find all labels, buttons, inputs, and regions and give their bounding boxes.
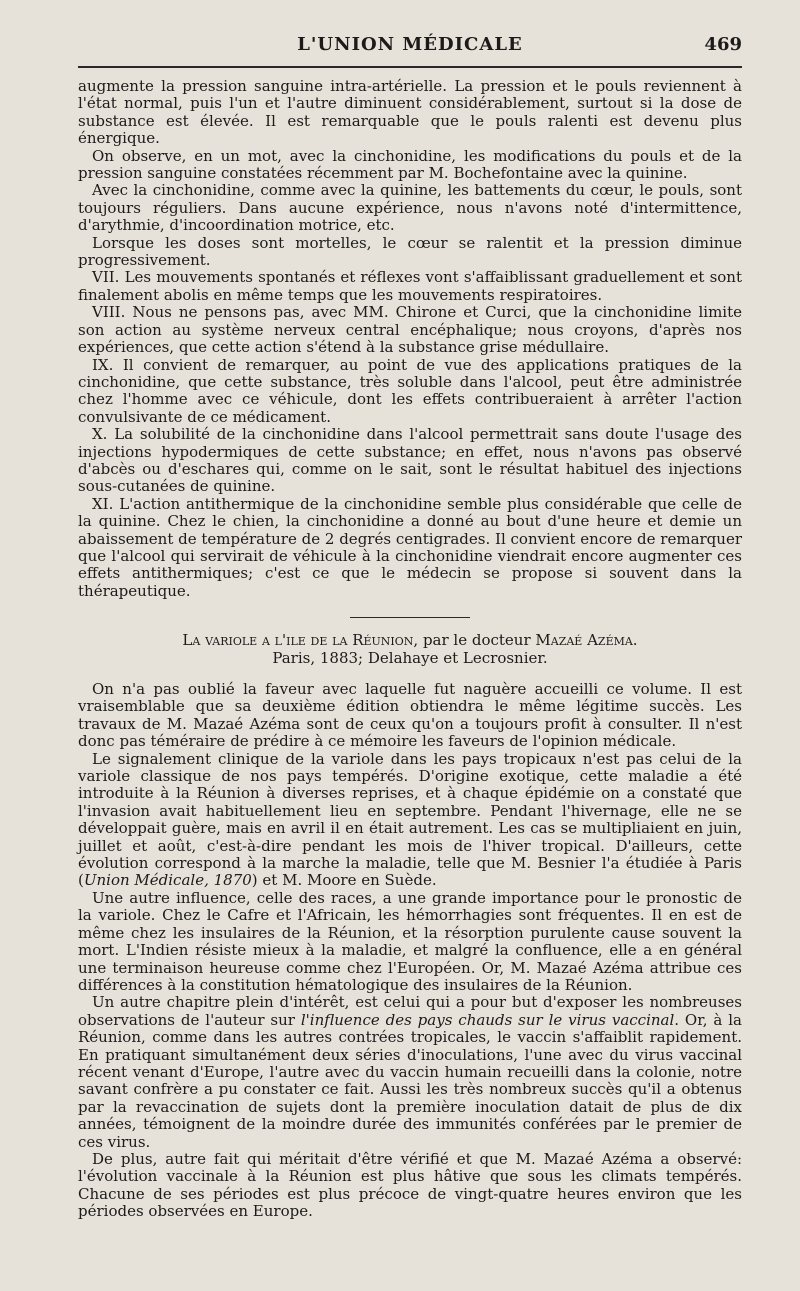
- header-rule: [78, 66, 742, 68]
- page-header: [78, 34, 742, 60]
- article-body: [78, 78, 742, 1221]
- paragraph-text: . Or, à la Réunion, comme dans les autres contrées tropicales, le vaccin s'affaiblit rapidement. En pratiquant simultanément deux séries d'inoculations, l'une avec du virus vaccinal récent venant d'Europe, l'autre avec du vaccin humain recueilli dans la colonie, notre savant confrère a pu constater ce fait. Aussi les très nombreux succès qu'il a obtenus par la revaccination de sujets dont la première inoculation datait de plus de dix années, témoignent de la moindre durée des immunités conférées par le premier de ces virus.: [78, 1010, 742, 1151]
- paragraph: VIII. Nous ne pensons pas, avec MM. Chirone et Curci, que la cinchonidine limite son action au système nerveux central encéphalique; nous croyons, d'après nos expériences, que cette action s'étend à la substance grise médullaire.: [78, 303, 742, 357]
- review-title-line: [78, 632, 742, 649]
- section-separator: [350, 617, 470, 618]
- paragraph: VII. Les mouvements spontanés et réflexes vont s'affaiblissant graduellement et sont finalement abolis en même temps que les mouvements respiratoires.: [78, 268, 742, 304]
- paragraph: De plus, autre fait qui méritait d'être vérifié et que M. Mazaé Azéma a observé: l'évolution vaccinale à la Réunion est plus hâtive que sous les climats tempérés. Chacune de ses périodes est plus précoce de vingt-quatre heures environ que les périodes observées en Europe.: [78, 1149, 742, 1221]
- paragraph: Lorsque les doses sont mortelles, le cœur se ralentit et la pression diminue progressivement.: [78, 233, 742, 270]
- paragraph-text: Un autre chapitre plein d'intérêt, est celui qui a pour but d'exposer les nombreuses observations de l'auteur sur: [78, 993, 742, 1029]
- paragraph: augmente la pression sanguine intra-artérielle. La pression et le pouls reviennent à l'état normal, puis l'un et l'autre diminuent considérablement, surtout si la dose de substance est élevée. Il est remarquable que le pouls ralenti est devenu plus énergique.: [78, 77, 742, 148]
- paragraph: [78, 751, 742, 890]
- review-book-title: La variole a l'ile de la Réunion,: [182, 631, 419, 650]
- review-by: par le docteur: [418, 631, 536, 650]
- citation: Union Médicale, 1870: [83, 871, 252, 890]
- paragraph-text: ) et M. Moore en Suède.: [251, 871, 437, 890]
- book-review-heading: [78, 632, 742, 667]
- paragraph: IX. Il convient de remarquer, au point de vue des applications pratiques de la cinchonidine, que cette substance, très soluble dans l'alcool, peut être administrée chez l'homme avec ce véhicule, dont les effets contribueraient à arrêter l'action convulsivante de ce médicament.: [78, 355, 742, 426]
- paragraph: On observe, en un mot, avec la cinchonidine, les modifications du pouls et de la pression sanguine constatées récemment par M. Bochefontaine avec la quinine.: [78, 146, 742, 183]
- page-number: 469: [704, 34, 742, 55]
- review-author: Mazaé Azéma.: [535, 631, 638, 650]
- review-publication: Paris, 1883; Delahaye et Lecrosnier.: [272, 648, 548, 667]
- paragraph: XI. L'action antithermique de la cinchonidine semble plus considérable que celle de la quinine. Chez le chien, la cinchonidine a donné au bout d'une heure et demie un abaissement de température de 2 degrés centigrades. Il convient encore de remarquer que l'alcool qui servirait de véhicule à la cinchonidine viendrait encore augmenter ces effets antithermiques; c'est ce que le médecin se propose si souvent dans la thérapeutique.: [78, 494, 742, 600]
- paragraph: [78, 994, 742, 1151]
- paragraph-text: Le signalement clinique de la variole dans les pays tropicaux n'est pas celui de la variole classique de nos pays tempérés. D'origine exotique, cette maladie a été introduite à la Réunion à diverses reprises, et à chaque épidémie on a constaté que l'invasion avait habituellement lieu en septembre. Pendant l'hivernage, elle ne se développait guère, mais en avril il en était autrement. Les cas se multipliaient en juin, juillet et août, c'est-à-dire pendant les mois de l'hiver tropical. D'ailleurs, cette évolution correspond à la marche la maladie, telle que M. Besnier l'a étudiée à Paris (: [78, 749, 742, 890]
- emphasis: l'influence des pays chauds sur le virus vaccinal: [300, 1010, 675, 1029]
- paragraph: On n'a pas oublié la faveur avec laquelle fut naguère accueilli ce volume. Il est vraisemblable que sa deuxième édition obtiendra le même légitime succès. Les travaux de M. Mazaé Azéma sont de ceux qu'on a toujours profit à consulter. Il n'est donc pas téméraire de prédire à ce mémoire les faveurs de l'opinion médicale.: [78, 680, 742, 751]
- paragraph: X. La solubilité de la cinchonidine dans l'alcool permettrait sans doute l'usage des injections hypodermiques de cette substance; en effet, nous n'avons pas observé d'abcès ou d'eschares qui, comme on le sait, sont le résultat habituel des injections sous-cutanées de quinine.: [78, 425, 742, 496]
- paragraph: Avec la cinchonidine, comme avec la quinine, les battements du cœur, le pouls, sont toujours réguliers. Dans aucune expérience, nous n'avons noté d'intermittence, d'arythmie, d'incoordination motrice, etc.: [78, 181, 742, 235]
- running-title: L'UNION MÉDICALE: [297, 34, 523, 55]
- paragraph: Une autre influence, celle des races, a une grande importance pour le pronostic de la variole. Chez le Cafre et l'Africain, les hémorrhagies sont fréquentes. Il en est de même chez les insulaires de la Réunion, et la résorption purulente cause souvent la mort. L'Indien résiste mieux à la maladie, et malgré la confluence, elle a en général une terminaison heureuse comme chez l'Européen. Or, M. Mazaé Azéma attribue ces différences à la constitution hématologique des insulaires de la Réunion.: [78, 888, 742, 994]
